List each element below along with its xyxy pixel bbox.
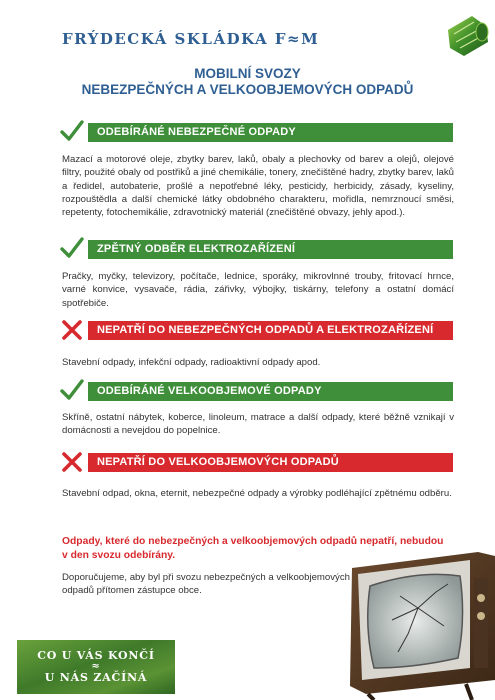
broken-tv-illustration (348, 548, 495, 700)
crushed-can-image (442, 12, 492, 58)
slogan-line2: U NÁS ZAČÍNÁ (44, 671, 148, 684)
check-icon (60, 237, 84, 259)
page-title-line1: MOBILNÍ SVOZY (194, 66, 301, 81)
slogan-line1: CO U VÁS KONČÍ (37, 649, 155, 662)
slogan-badge (17, 640, 175, 694)
company-logo: FRÝDECKÁ SKLÁDKA F≈M (62, 30, 320, 48)
check-icon (60, 379, 84, 401)
recommendation-note: Doporučujeme, aby byl při svozu nebezpečných a velkoobjemových odpadů přítomen zástupce obce. (62, 572, 350, 597)
cross-icon (60, 319, 84, 341)
section-text-hazardous-excluded: Stavební odpady, infekční odpady, radioaktivní odpady apod. (62, 357, 321, 368)
section-heading-hazardous-excluded: NEPATŘÍ DO NEBEZPEČNÝCH ODPADŮ A ELEKTROZAŘÍZENÍ (88, 321, 453, 340)
section-text-hazardous-accepted: Mazací a motorové oleje, zbytky barev, laků, obaly a plechovky od barev a olejů, olejové filtry, použité obaly od postřiků a jiné chemikálie, tonery, znečištěné hadry, zbytky barev, laků a ředidel, autobaterie, prošlé a nepotřebné léky, pesticidy, herbicidy, zásady, kyseliny, rozpouštědla a další chemické látky obdobného charakteru, mořidla, nemrznoucí směsi, repetenty, fotochemikálie, zdravotnický materiál (znečištěné obvazy, jehly apod.). (62, 154, 454, 219)
section-text-bulky-excluded: Stavební odpad, okna, eternit, nebezpečné odpady a výrobky podléhající zpětnému odběru. (62, 488, 452, 499)
section-text-bulky-accepted: Skříně, ostatní nábytek, koberce, linoleum, matrace a další odpady, které běžně vznikají v domácnosti a nevejdou do popelnice. (62, 412, 454, 437)
check-icon (60, 120, 84, 142)
section-text-electro-takeback: Pračky, myčky, televizory, počítače, lednice, sporáky, mikrovlnné trouby, fritovací hrnce, varné konvice, vysavače, rádia, zářivky, výbojky, tiskárny, telefony a ostatní domácí spotřebiče. (62, 271, 454, 309)
warning-note: Odpady, které do nebezpečných a velkoobjemových odpadů nepatří, nebudou v den svozu odebírány. (62, 536, 444, 561)
section-heading-hazardous-accepted: ODEBÍRÁNÉ NEBEZPEČNÉ ODPADY (88, 123, 453, 142)
section-heading-electro-takeback: ZPĚTNÝ ODBĚR ELEKTROZAŘÍZENÍ (88, 240, 453, 259)
page-title-line2: NEBEZPEČNÝCH A VELKOOBJEMOVÝCH ODPADŮ (81, 82, 414, 97)
section-heading-bulky-excluded: NEPATŘÍ DO VELKOOBJEMOVÝCH ODPADŮ (88, 453, 453, 472)
cross-icon (60, 451, 84, 473)
section-heading-bulky-accepted: ODEBÍRÁNÉ VELKOOBJEMOVÉ ODPADY (88, 382, 453, 401)
approx-symbol: ≈ (91, 661, 101, 672)
